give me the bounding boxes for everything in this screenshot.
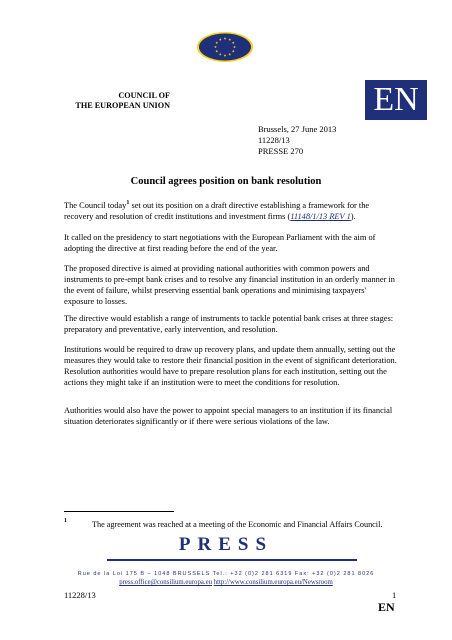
footnote-divider [64, 511, 174, 512]
paragraph-6: Authorities would also have the power to appoint special managers to an institution if its financial situation deteriorates significantly or if there were serious violations of the law. [64, 406, 393, 426]
paragraph-5: Institutions would be required to draw up recovery plans, and update them annually, setting out the measures they would take to restore their financial position in the event of significant deterioration. Resolution authorities would have to prepare resolution plans for each institution, setting out the actions they might take if an institution were to meet the conditions for resolution. [64, 345, 397, 387]
press-date: Brussels, 27 June 2013 [258, 124, 337, 134]
footnote-text: The agreement was reached at a meeting of the Economic and Financial Affairs Council. [92, 520, 383, 529]
document-link[interactable]: 11148/1/13 REV 1 [290, 212, 351, 221]
footer-language: EN [378, 600, 395, 614]
paragraph-4: The directive would establish a range of instruments to tackle potential bank crises at three stages: preparatory and preventative, early intervention, and resolution. [64, 314, 394, 334]
eu-flag-logo [196, 31, 254, 63]
footnote-marker: 1 [126, 200, 130, 207]
press-heading: PRESS [178, 534, 274, 555]
press-divider [107, 559, 357, 561]
paragraph-3: The proposed directive is aimed at providing national authorities with common powers and instruments to pre-empt bank crises and to resolve any financial institution in an orderly manner in the event of failure, whilst preserving essential bank operations and minimising taxpayers' exposure to losses. [64, 264, 395, 306]
page-number: 1 [392, 590, 397, 600]
email-link[interactable]: press.office@consilium.europa.eu [119, 579, 212, 586]
paragraph-2: It called on the presidency to start negotiations with the European Parliament with the aim of adopting the directive at first reading before the end of the year. [64, 233, 376, 253]
presse-number: PRESSE 270 [258, 146, 304, 156]
council-name-line2: THE EUROPEAN UNION [75, 101, 170, 110]
paragraph-1: The Council today$^1$ set out its position on a draft directive establishing a framework for the recovery and resolution of credit institutions and investment firms (11148/1/13 REV 1). [64, 200, 370, 221]
document-reference: 11228/13 [258, 135, 290, 145]
contact-address: Rue de la Loi 175 B – 1048 BRUSSELS Tel.: +32 (0)2 281 6319 Fax: +32 (0)2 281 8026 [77, 571, 375, 577]
footnote-number: 1 [64, 518, 67, 524]
footer-links [0, 579, 452, 586]
website-link[interactable]: http://www.consilium.europa.eu/Newsroom [213, 579, 333, 586]
page-title: Council agrees position on bank resolution [130, 176, 322, 187]
language-badge: EN [365, 80, 427, 120]
council-name-line1: COUNCIL OF [118, 91, 170, 100]
footer-document-reference: 11228/13 [64, 590, 96, 600]
